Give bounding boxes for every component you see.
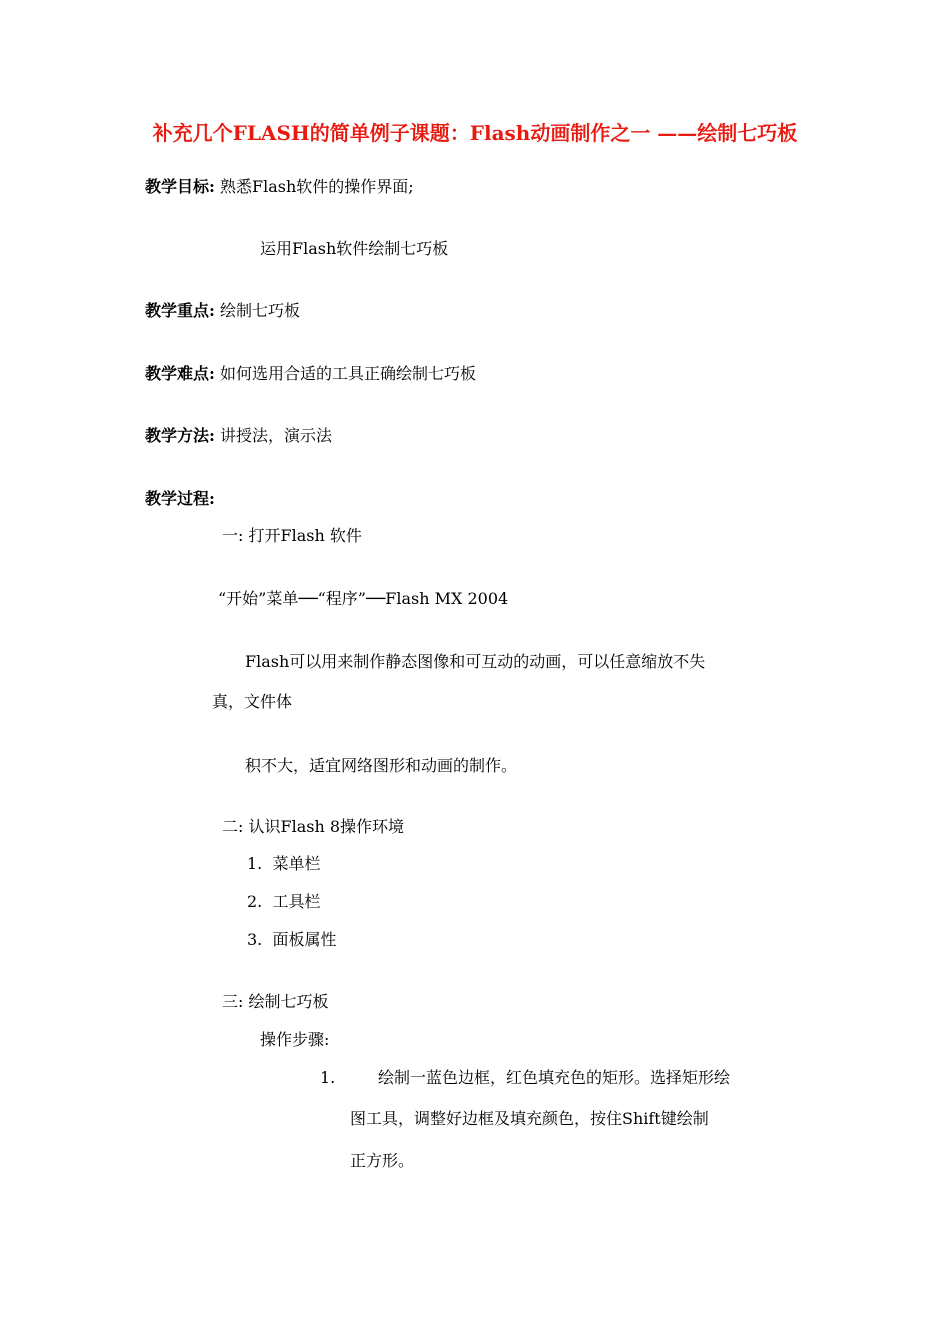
method-row xyxy=(145,425,332,447)
step3-heading: 三: 绘制七巧板 xyxy=(222,992,329,1011)
step2-item-1: 1. 菜单栏 xyxy=(247,854,321,873)
step2-heading: 二: 认识Flash 8操作环境 xyxy=(222,817,405,836)
step3-sub: 操作步骤: xyxy=(260,1030,330,1049)
step1-heading: 一: 打开Flash 软件 xyxy=(222,526,362,545)
key-point-row xyxy=(145,300,300,322)
objectives-line-2: 运用Flash软件绘制七巧板 xyxy=(260,239,449,258)
process-label: 教学过程: xyxy=(145,489,215,508)
key-point-text: 绘制七巧板 xyxy=(220,301,301,320)
method-label: 教学方法: xyxy=(145,426,215,445)
method-text: 讲授法，演示法 xyxy=(220,426,333,445)
objectives-row xyxy=(145,176,414,198)
objectives-label: 教学目标: xyxy=(145,177,215,196)
step1-desc-line-1: Flash可以用来制作静态图像和可互动的动画，可以任意缩放不失 xyxy=(245,652,706,671)
step3-item-1-line-2: 图工具，调整好边框及填充颜色，按住Shift键绘制 xyxy=(350,1109,709,1128)
step1-desc-line-3: 积不大，适宜网络图形和动画的制作。 xyxy=(245,756,518,775)
step3-item-1-line-3: 正方形。 xyxy=(350,1151,415,1170)
document-title: 补充几个FLASH的简单例子课题：Flash动画制作之一 ——绘制七巧板 xyxy=(152,121,798,145)
step1-menu-path: “开始”菜单──“程序”──Flash MX 2004 xyxy=(218,589,509,608)
step3-item-1-line-1: 绘制一蓝色边框，红色填充色的矩形。选择矩形绘 xyxy=(378,1068,731,1087)
difficulty-row xyxy=(145,363,476,385)
difficulty-text: 如何选用合适的工具正确绘制七巧板 xyxy=(220,364,477,383)
step3-item-1-number: 1. xyxy=(320,1068,336,1087)
step2-item-3: 3. 面板属性 xyxy=(247,930,337,949)
difficulty-label: 教学难点: xyxy=(145,364,215,383)
step1-desc-line-2: 真，文件体 xyxy=(212,692,293,711)
step2-item-2: 2. 工具栏 xyxy=(247,892,321,911)
objectives-line-1: 熟悉Flash软件的操作界面; xyxy=(220,177,414,196)
key-point-label: 教学重点: xyxy=(145,301,215,320)
